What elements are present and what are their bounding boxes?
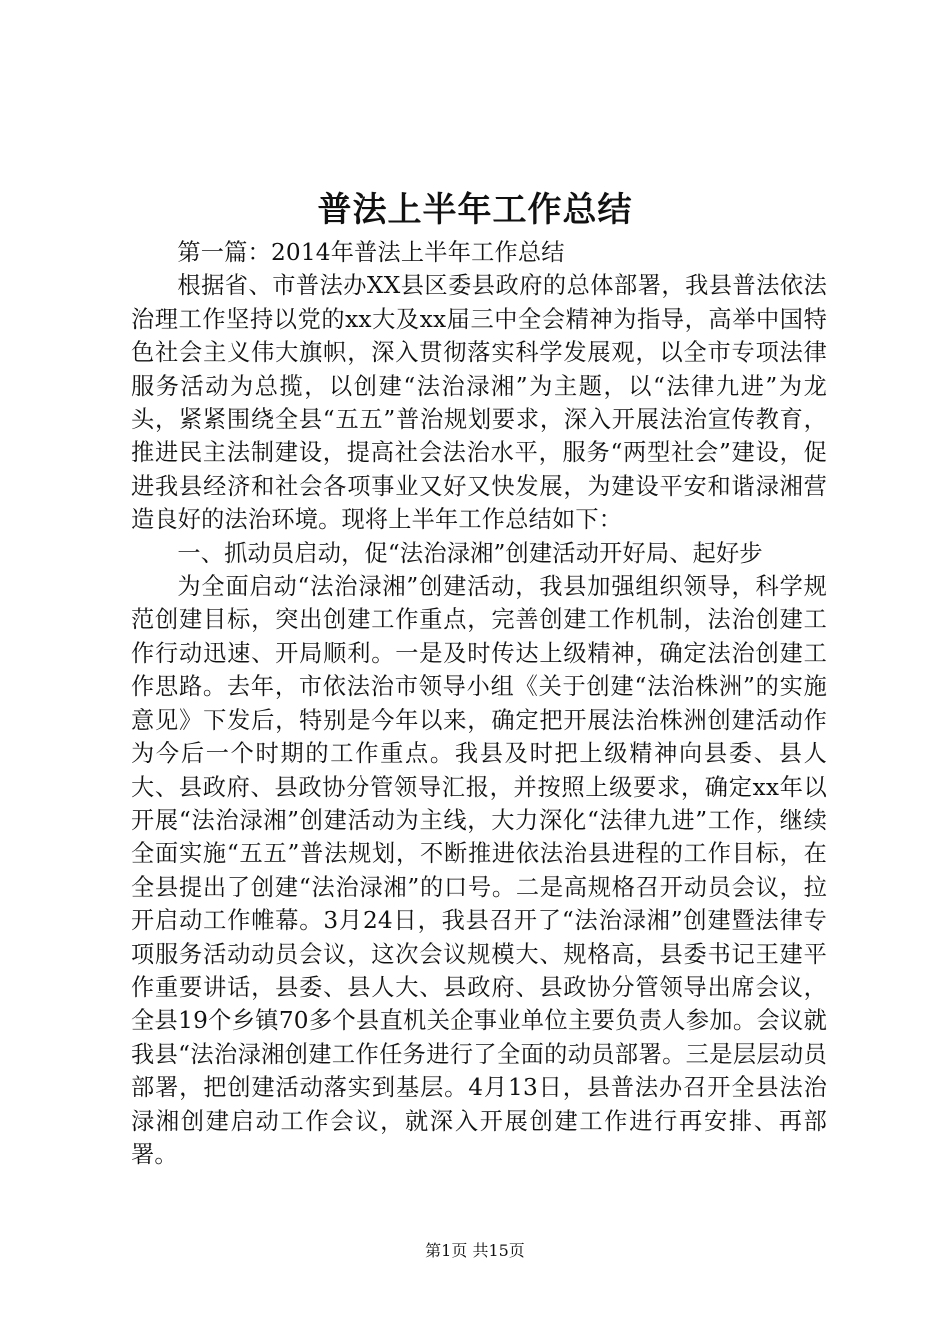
section-heading-first-article: 第一篇：2014年普法上半年工作总结	[177, 239, 565, 266]
document-body	[131, 236, 827, 1171]
document-title: 普法上半年工作总结	[317, 190, 633, 230]
body-paragraph: 根据省、市普法办XX县区委县政府的总体部署，我县普法依法治理工作坚持以党的xx大及xx届三中全会精神为指导，高举中国特色社会主义伟大旗帜，深入贯彻落实科学发展观，以全市专项法律服务活动为总揽，以创建“法治渌湘”为主题，以“法律九进”为龙头，紧紧围绕全县“五五”普治规划要求，深入开展法治宣传教育，推进民主法制建设，提高社会法治水平，服务“两型社会”建设，促进我县经济和社会各项事业又好又快发展，为建设平安和谐渌湘营造良好的法治环境。现将上半年工作总结如下：	[131, 272, 827, 534]
section-heading-one: 一、抓动员启动，促“法治渌湘”创建活动开好局、起好步	[177, 539, 763, 567]
body-paragraph: 为全面启动“法治渌湘”创建活动，我县加强组织领导，科学规范创建目标，突出创建工作重点，完善创建工作机制，法治创建工作行动迅速、开局顺利。一是及时传达上级精神，确定法治创建工作思路。去年，市依法治市领导小组《关于创建“法治株洲”的实施意见》下发后，特别是今年以来，确定把开展法治株洲创建活动作为今后一个时期的工作重点。我县及时把上级精神向县委、县人大、县政府、县政协分管领导汇报，并按照上级要求，确定xx年以开展“法治渌湘”创建活动为主线，大力深化“法律九进”工作，继续全面实施“五五”普法规划，不断推进依法治县进程的工作目标，在全县提出了创建“法治渌湘”的口号。二是高规格召开动员会议，拉开启动工作帷幕。3月24日，我县召开了“法治渌湘”创建暨法律专项服务活动动员会议，这次会议规模大、规格高，县委书记王建平作重要讲话，县委、县人大、县政府、县政协分管领导出席会议，全县19个乡镇70多个县直机关企事业单位主要负责人参加。会议就我县“法治渌湘创建工作任务进行了全面的动员部署。三是层层动员部署，把创建活动落实到基层。4月13日，县普法办召开全县法治渌湘创建启动工作会议，就深入开展创建工作进行再安排、再部署。	[131, 573, 827, 1168]
page-footer: 第1页 共15页	[425, 1241, 525, 1260]
